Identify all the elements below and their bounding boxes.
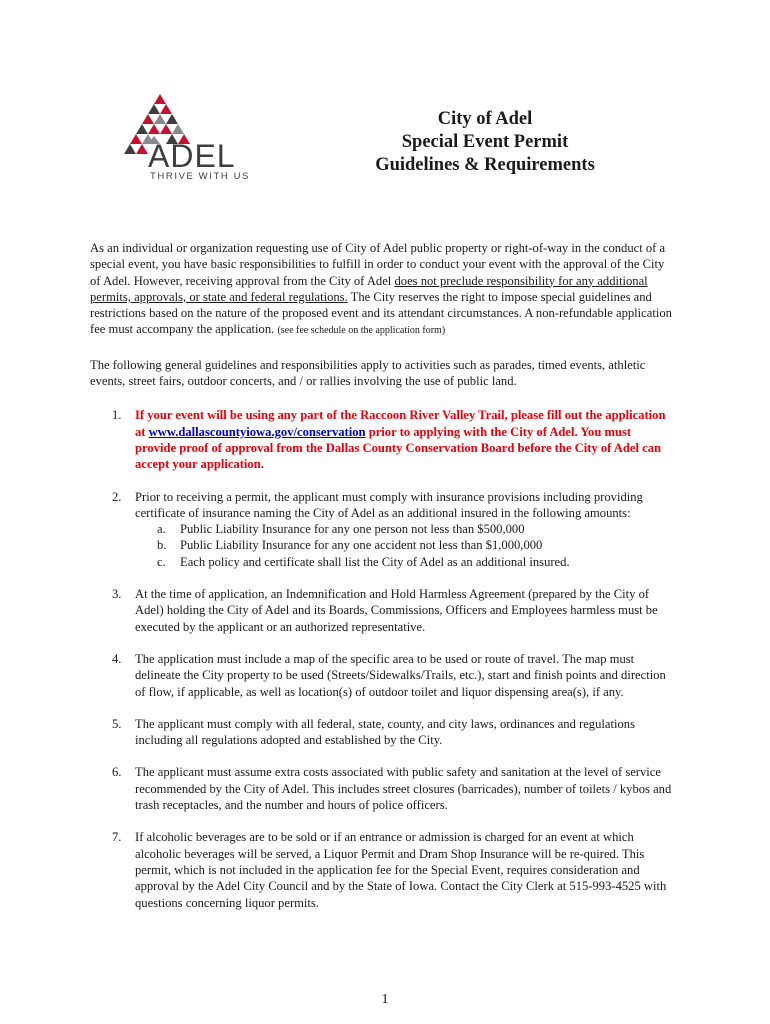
item-text: Prior to receiving a permit, the applicant must comply with insurance provisions including providing certificate of insurance naming the City of Adel as an additional insured in the following amounts: <box>135 489 643 520</box>
intro-paragraph <box>90 240 672 340</box>
item-number: 5. <box>112 716 122 731</box>
trail-notice-text-2: prior to applying with the City of Adel. You must provide proof of approval from the Dallas County Conservation Board before the City of Adel can accept your application. <box>135 424 662 472</box>
page-number: 1 <box>381 992 389 1007</box>
sub-item-text: Each policy and certificate shall list the City of Adel as an additional insured. <box>180 554 570 569</box>
sub-list-item <box>135 554 672 570</box>
list-item <box>90 651 672 700</box>
item-number: 4. <box>112 651 122 666</box>
conservation-link[interactable]: www.dallascountyiowa.gov/conservation <box>148 424 366 439</box>
sub-item-label: a. <box>157 522 166 537</box>
item-text: The application must include a map of the specific area to be used or route of travel. The map must delineate the City property to be used (Streets/Sidewalks/Trails, etc.), start and finish points and direction of flow, if applicable, as well as location(s) of outdoor toilet and liquor dispensing area(s), if any. <box>135 651 666 699</box>
sub-item-text: Public Liability Insurance for any one accident not less than $1,000,000 <box>180 538 543 553</box>
item-number: 7. <box>112 830 122 845</box>
item-text: The applicant must assume extra costs associated with public safety and sanitation at the level of service recommended by the City of Adel. This includes street closures (barricades), number of toilets / kybos and trash receptacles, and the number and hours of police officers. <box>135 765 672 813</box>
logo-wordmark: ADEL <box>148 138 236 174</box>
trail-notice <box>135 408 665 471</box>
list-item <box>90 829 672 910</box>
adel-logo <box>122 92 248 184</box>
title-line-2: Special Event Permit <box>401 132 569 152</box>
page-title <box>330 108 640 177</box>
sub-list-item <box>135 521 672 537</box>
sub-item-label: b. <box>157 538 167 553</box>
sub-list-item <box>135 537 672 553</box>
insurance-sublist <box>135 521 672 570</box>
list-item <box>90 586 672 635</box>
intro-text-1: As an individual or organization requesting use of City of Adel public property or right-of-way in the conduct of a special event, you have basic responsibilities to fulfill in order to conduct your event with the approval of the City of Adel. However, receiving approval from the City of Adel <box>90 241 666 288</box>
item-number: 2. <box>112 489 122 504</box>
item-text: At the time of application, an Indemnification and Hold Harmless Agreement (prepared by the City of Adel) holding the City of Adel and its Boards, Commissions, Officers and Employees harmless must be executed by the applicant or an authorized representative. <box>135 587 658 634</box>
trail-notice-text: If your event will be using any part of the Raccoon River Valley Trail, please fill out the application at <box>135 408 666 439</box>
list-item <box>90 716 672 749</box>
item-number: 6. <box>112 765 122 780</box>
intro-text-2: The City reserves the right to impose special guidelines and restrictions based on the nature of the proposed event and its attendant circumstances. A non-refundable application fee must accompany the application. <box>90 289 672 337</box>
guidelines-list <box>90 407 672 910</box>
list-item <box>90 764 672 813</box>
sub-item-label: c. <box>157 554 166 569</box>
title-line-3: Guidelines & Requirements <box>375 155 595 175</box>
guidelines-intro: The following general guidelines and responsibilities apply to activities such as parades, timed events, athletic events, street fairs, outdoor concerts, and / or rallies involving the use of public land. <box>90 357 646 389</box>
intro-underlined: does not preclude responsibility for any additional permits, approvals, or state and federal regulations. <box>90 273 648 304</box>
item-text: If alcoholic beverages are to be sold or if an entrance or admission is charged for an event at which alcoholic beverages will be served, a Liquor Permit and Dram Shop Insurance will be re-quired. This permit, which is not included in the application fee for the Special Event, requires consideration and approval by the Adel City Council and by the State of Iowa. Contact the City Clerk at 515-993-4525 with questions concerning liquor permits. <box>135 830 667 910</box>
list-item <box>90 407 672 472</box>
list-item <box>90 489 672 570</box>
logo-tagline: THRIVE WITH US <box>150 171 250 182</box>
document-body <box>90 240 672 927</box>
item-text: The applicant must comply with all federal, state, county, and city laws, ordinances and regulations including all regulations adopted and established by the City. <box>135 716 635 748</box>
sub-item-text: Public Liability Insurance for any one person not less than $500,000 <box>180 522 525 537</box>
item-number: 1. <box>112 408 122 423</box>
fee-note: (see fee schedule on the application form) <box>277 325 446 337</box>
title-line-1: City of Adel <box>437 109 533 129</box>
item-number: 3. <box>112 587 122 602</box>
